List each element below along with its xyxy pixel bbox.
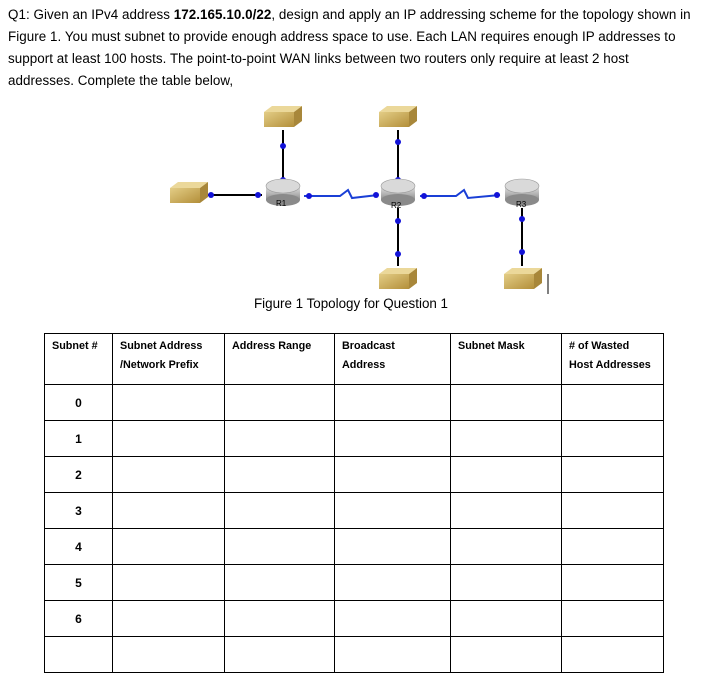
- broadcast-cell[interactable]: [335, 493, 451, 529]
- header-row: [45, 334, 664, 385]
- wasted-hosts-cell[interactable]: [562, 529, 664, 565]
- subnet-number-cell: 4: [45, 529, 113, 565]
- subnet-mask-cell[interactable]: [451, 529, 562, 565]
- subnet-mask-cell[interactable]: [451, 457, 562, 493]
- address-range-cell[interactable]: [225, 493, 335, 529]
- address-range-cell[interactable]: [225, 457, 335, 493]
- router-icon: [505, 179, 539, 209]
- router-label-r3: R3: [516, 200, 527, 209]
- subnet-address-cell[interactable]: [113, 637, 225, 673]
- subnet-number-cell: 6: [45, 601, 113, 637]
- header-address-range: Address Range: [225, 334, 335, 385]
- subnet-number-cell: 0: [45, 385, 113, 421]
- switch-icon: [379, 106, 417, 127]
- address-range-cell[interactable]: [225, 565, 335, 601]
- subnet-mask-cell[interactable]: [451, 601, 562, 637]
- table-row: [45, 529, 664, 565]
- address-range-cell[interactable]: [225, 601, 335, 637]
- subnet-address-cell[interactable]: [113, 457, 225, 493]
- wasted-hosts-cell[interactable]: [562, 565, 664, 601]
- broadcast-cell[interactable]: [335, 529, 451, 565]
- router-icon: [266, 179, 300, 208]
- address-range-cell[interactable]: [225, 421, 335, 457]
- subnet-address-cell[interactable]: [113, 493, 225, 529]
- address-range-cell[interactable]: [225, 637, 335, 673]
- header-subnet-number: Subnet #: [45, 334, 113, 385]
- subnet-address-cell[interactable]: [113, 529, 225, 565]
- subnet-mask-cell[interactable]: [451, 421, 562, 457]
- table-row: [45, 493, 664, 529]
- router-icon: [381, 179, 415, 210]
- address-range-cell[interactable]: [225, 385, 335, 421]
- switch-icon: [170, 182, 208, 203]
- broadcast-cell[interactable]: [335, 601, 451, 637]
- broadcast-cell[interactable]: [335, 457, 451, 493]
- switch-icon: [379, 268, 417, 289]
- switch-icon: [504, 268, 542, 289]
- wasted-hosts-cell[interactable]: [562, 421, 664, 457]
- wasted-hosts-cell[interactable]: [562, 637, 664, 673]
- wasted-hosts-cell[interactable]: [562, 385, 664, 421]
- wasted-hosts-cell[interactable]: [562, 457, 664, 493]
- subnet-mask-cell[interactable]: [451, 493, 562, 529]
- subnet-number-cell: 2: [45, 457, 113, 493]
- table-row: [45, 565, 664, 601]
- table-row: [45, 385, 664, 421]
- address-range-cell[interactable]: [225, 529, 335, 565]
- subnet-number-cell: 3: [45, 493, 113, 529]
- subnet-mask-cell[interactable]: [451, 565, 562, 601]
- header-broadcast-address: Broadcast Address: [335, 334, 451, 385]
- switch-icon: [264, 106, 302, 127]
- addressing-table: [44, 333, 664, 673]
- subnet-address-cell[interactable]: [113, 385, 225, 421]
- broadcast-cell[interactable]: [335, 565, 451, 601]
- subnet-mask-cell[interactable]: [451, 637, 562, 673]
- router-label-r2: R2: [391, 201, 402, 210]
- question-text: Q1: Given an IPv4 address 172.165.10.0/22, design and apply an IP addressing scheme for the topology shown in Figure 1. You must subnet to provide enough address space to use. Each LAN requires enough IP addresses to support at least 100 hosts. The point-to-point WAN links between two routers only require at least 2 host addresses. Complete the table below,: [8, 7, 691, 88]
- ip-address: 172.165.10.0/22: [173, 7, 272, 22]
- table-row: [45, 637, 664, 673]
- subnet-number-cell: 1: [45, 421, 113, 457]
- subnet-number-cell: 5: [45, 565, 113, 601]
- table-row: [45, 421, 664, 457]
- broadcast-cell[interactable]: [335, 421, 451, 457]
- subnet-number-cell: [45, 637, 113, 673]
- header-wasted-hosts: # of Wasted Host Addresses: [562, 334, 664, 385]
- router-label-r1: R1: [276, 199, 287, 208]
- header-subnet-address: Subnet Address /Network Prefix: [113, 334, 225, 385]
- figure-caption: Figure 1 Topology for Question 1: [253, 296, 449, 311]
- subnet-address-cell[interactable]: [113, 565, 225, 601]
- header-subnet-mask: Subnet Mask: [451, 334, 562, 385]
- wasted-hosts-cell[interactable]: [562, 493, 664, 529]
- subnet-address-cell[interactable]: [113, 601, 225, 637]
- broadcast-cell[interactable]: [335, 637, 451, 673]
- broadcast-cell[interactable]: [335, 385, 451, 421]
- subnet-mask-cell[interactable]: [451, 385, 562, 421]
- topology-figure: [0, 100, 702, 295]
- table-row: [45, 601, 664, 637]
- wasted-hosts-cell[interactable]: [562, 601, 664, 637]
- table-row: [45, 457, 664, 493]
- subnet-address-cell[interactable]: [113, 421, 225, 457]
